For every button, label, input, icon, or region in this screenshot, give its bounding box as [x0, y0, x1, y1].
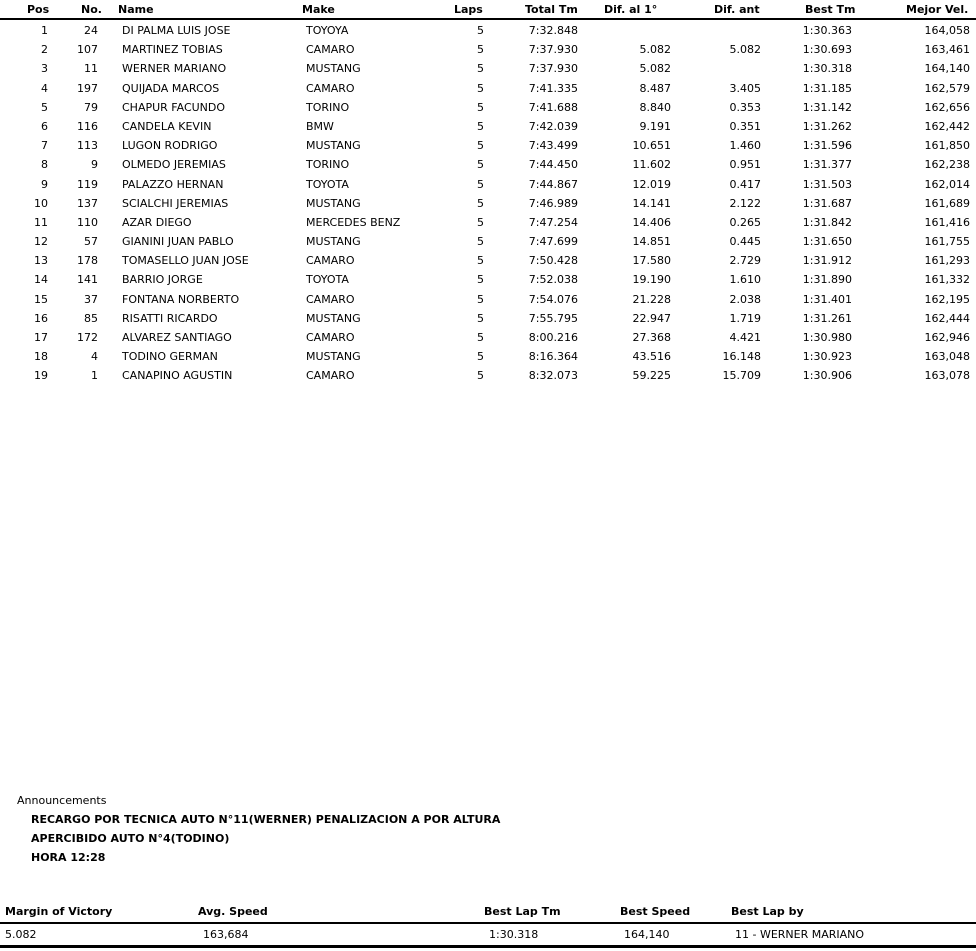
row-driver-name: CANAPINO AGUSTIN	[122, 369, 233, 383]
summary-best-lap-by-value: 11 - WERNER MARIANO	[735, 928, 865, 941]
row-laps: 5	[477, 24, 484, 37]
table-row	[0, 290, 976, 309]
row-total-time: 7:44.450	[528, 158, 578, 172]
row-diff-previous: 0.445	[729, 235, 761, 249]
row-best-speed: 161,689	[924, 196, 970, 210]
row-best-time: 1:31.185	[802, 81, 852, 95]
table-row	[0, 347, 976, 366]
row-pos: 1	[41, 24, 48, 37]
row-car-number: 116	[77, 119, 98, 133]
row-best-speed: 161,850	[924, 139, 970, 153]
row-car-number: 141	[77, 273, 98, 287]
row-best-time: 1:31.503	[802, 177, 852, 191]
table-row	[0, 194, 976, 213]
row-total-time: 7:47.699	[528, 235, 578, 249]
row-driver-name: SCIALCHI JEREMIAS	[122, 196, 229, 210]
row-laps: 5	[477, 254, 484, 268]
header-pos: Pos	[27, 3, 50, 16]
row-best-speed: 164,140	[924, 62, 970, 76]
row-diff-first: 5.082	[639, 43, 671, 57]
row-diff-previous: 1.610	[729, 273, 761, 287]
row-total-time: 7:37.930	[528, 43, 578, 57]
row-car-number: 11	[84, 62, 98, 76]
announcement-line: RECARGO POR TECNICA AUTO N°11(WERNER) PENALIZACION A POR ALTURA	[31, 813, 501, 826]
row-driver-name: GIANINI JUAN PABLO	[122, 235, 234, 249]
row-make: CAMARO	[306, 43, 355, 57]
row-best-speed: 162,442	[924, 119, 970, 133]
header-make: Make	[302, 3, 335, 16]
row-make: TOYOYA	[306, 24, 349, 37]
row-best-time: 1:31.687	[802, 196, 852, 210]
row-diff-first: 14.141	[632, 196, 671, 210]
row-best-speed: 163,078	[924, 369, 970, 383]
row-make: BMW	[306, 119, 334, 133]
row-total-time: 7:43.499	[528, 139, 578, 153]
header-laps: Laps	[454, 3, 483, 16]
row-laps: 5	[477, 119, 484, 133]
table-row	[0, 155, 976, 174]
row-best-speed: 161,416	[924, 215, 970, 229]
row-diff-first: 27.368	[632, 331, 671, 344]
header-no: No.	[81, 3, 102, 16]
row-best-time: 1:31.142	[802, 100, 852, 114]
row-diff-previous: 1.460	[729, 139, 761, 153]
table-row	[0, 136, 976, 155]
row-make: TORINO	[306, 100, 350, 114]
row-driver-name: TODINO GERMAN	[122, 350, 218, 364]
row-pos: 11	[34, 215, 48, 229]
row-best-time: 1:31.842	[802, 215, 852, 229]
table-row	[0, 98, 976, 117]
row-best-speed: 161,755	[924, 235, 970, 249]
table-row	[0, 309, 976, 328]
announcement-line: APERCIBIDO AUTO N°4(TODINO)	[31, 832, 230, 845]
table-row	[0, 366, 976, 385]
row-diff-previous: 0.417	[729, 177, 761, 191]
row-driver-name: OLMEDO JEREMIAS	[122, 158, 226, 172]
row-best-speed: 162,014	[924, 177, 970, 191]
row-make: TORINO	[306, 158, 350, 172]
row-driver-name: QUIJADA MARCOS	[122, 81, 220, 95]
table-row	[0, 79, 976, 98]
row-make: CAMARO	[306, 254, 355, 268]
row-best-speed: 163,048	[924, 350, 970, 364]
row-laps: 5	[477, 292, 484, 306]
row-best-time: 1:31.912	[802, 254, 852, 268]
row-diff-first: 21.228	[632, 292, 671, 306]
row-total-time: 7:41.688	[528, 100, 578, 114]
row-diff-previous: 0.265	[729, 215, 761, 229]
row-pos: 16	[34, 311, 48, 325]
row-diff-first: 5.082	[639, 62, 671, 76]
summary-avg-speed-value: 163,684	[203, 928, 249, 941]
row-laps: 5	[477, 43, 484, 57]
row-car-number: 79	[84, 100, 98, 114]
row-laps: 5	[477, 331, 484, 344]
row-total-time: 7:44.867	[528, 177, 578, 191]
table-row	[0, 175, 976, 194]
row-make: MUSTANG	[306, 350, 361, 364]
table-row	[0, 21, 976, 40]
row-car-number: 1	[91, 369, 98, 383]
row-diff-first: 19.190	[632, 273, 671, 287]
row-car-number: 119	[77, 177, 98, 191]
row-total-time: 8:00.216	[528, 331, 578, 344]
row-diff-previous: 0.353	[729, 100, 761, 114]
header-diff-first: Dif. al 1°	[604, 3, 658, 16]
row-best-speed: 162,238	[924, 158, 970, 172]
row-diff-previous: 4.421	[729, 331, 761, 344]
row-laps: 5	[477, 235, 484, 249]
row-pos: 3	[41, 62, 48, 76]
row-driver-name: BARRIO JORGE	[122, 273, 203, 287]
summary-header	[0, 903, 976, 924]
row-total-time: 7:54.076	[528, 292, 578, 306]
row-best-time: 1:31.596	[802, 139, 852, 153]
row-pos: 2	[41, 43, 48, 57]
row-laps: 5	[477, 273, 484, 287]
row-car-number: 57	[84, 235, 98, 249]
row-best-time: 1:30.693	[802, 43, 852, 57]
results-table-body	[0, 21, 976, 386]
row-best-speed: 161,293	[924, 254, 970, 268]
row-diff-first: 59.225	[632, 369, 671, 383]
row-total-time: 7:47.254	[528, 215, 578, 229]
row-laps: 5	[477, 139, 484, 153]
row-diff-previous: 5.082	[729, 43, 761, 57]
summary-best-speed-value: 164,140	[624, 928, 670, 941]
row-total-time: 7:41.335	[528, 81, 578, 95]
summary-header-best-lap-by: Best Lap by	[731, 905, 804, 918]
announcements-title: Announcements	[17, 794, 107, 807]
row-make: MUSTANG	[306, 139, 361, 153]
row-diff-previous: 3.405	[729, 81, 761, 95]
header-total-time: Total Tm	[525, 3, 578, 16]
row-total-time: 7:37.930	[528, 62, 578, 76]
row-pos: 13	[34, 254, 48, 268]
row-driver-name: CHAPUR FACUNDO	[122, 100, 226, 114]
row-diff-first: 17.580	[632, 254, 671, 268]
table-row	[0, 270, 976, 289]
row-diff-first: 14.851	[632, 235, 671, 249]
table-row	[0, 40, 976, 59]
row-diff-first: 10.651	[632, 139, 671, 153]
row-pos: 9	[41, 177, 48, 191]
row-driver-name: TOMASELLO JUAN JOSE	[122, 254, 249, 268]
row-laps: 5	[477, 81, 484, 95]
row-pos: 12	[34, 235, 48, 249]
row-car-number: 37	[84, 292, 98, 306]
row-laps: 5	[477, 100, 484, 114]
row-pos: 7	[41, 139, 48, 153]
row-total-time: 7:50.428	[528, 254, 578, 268]
row-laps: 5	[477, 369, 484, 383]
row-best-speed: 164,058	[924, 24, 970, 37]
row-diff-previous: 15.709	[722, 369, 761, 383]
row-driver-name: LUGON RODRIGO	[122, 139, 218, 153]
row-laps: 5	[477, 158, 484, 172]
row-laps: 5	[477, 62, 484, 76]
row-total-time: 7:52.038	[528, 273, 578, 287]
row-pos: 15	[34, 292, 48, 306]
row-best-time: 1:30.318	[802, 62, 852, 76]
row-diff-first: 11.602	[632, 158, 671, 172]
row-best-speed: 163,461	[924, 43, 970, 57]
row-laps: 5	[477, 350, 484, 364]
row-best-time: 1:30.906	[802, 369, 852, 383]
table-row	[0, 232, 976, 251]
row-make: CAMARO	[306, 81, 355, 95]
row-make: MUSTANG	[306, 311, 361, 325]
row-make: CAMARO	[306, 292, 355, 306]
row-driver-name: FONTANA NORBERTO	[122, 292, 240, 306]
row-diff-previous: 0.951	[729, 158, 761, 172]
row-diff-first: 14.406	[632, 215, 671, 229]
row-pos: 8	[41, 158, 48, 172]
row-driver-name: DI PALMA LUIS JOSE	[122, 24, 231, 37]
row-best-time: 1:31.650	[802, 235, 852, 249]
row-total-time: 8:16.364	[528, 350, 578, 364]
row-driver-name: CANDELA KEVIN	[122, 119, 212, 133]
row-diff-first: 8.487	[639, 81, 671, 95]
row-diff-first: 22.947	[632, 311, 671, 325]
table-row	[0, 59, 976, 78]
row-diff-previous: 16.148	[722, 350, 761, 364]
row-diff-first: 9.191	[639, 119, 671, 133]
row-best-speed: 162,444	[924, 311, 970, 325]
row-pos: 18	[34, 350, 48, 364]
row-pos: 6	[41, 119, 48, 133]
row-make: TOYOTA	[306, 273, 349, 287]
row-diff-previous: 2.122	[729, 196, 761, 210]
table-row	[0, 117, 976, 136]
row-diff-first: 12.019	[632, 177, 671, 191]
row-total-time: 7:55.795	[528, 311, 578, 325]
row-car-number: 197	[77, 81, 98, 95]
row-make: MUSTANG	[306, 62, 361, 76]
row-laps: 5	[477, 215, 484, 229]
row-total-time: 8:32.073	[528, 369, 578, 383]
summary-header-best-speed: Best Speed	[620, 905, 691, 918]
row-total-time: 7:46.989	[528, 196, 578, 210]
row-pos: 10	[34, 196, 48, 210]
row-driver-name: WERNER MARIANO	[122, 62, 227, 76]
row-make: CAMARO	[306, 331, 355, 344]
row-diff-first: 8.840	[639, 100, 671, 114]
row-best-speed: 162,946	[924, 331, 970, 344]
table-row	[0, 328, 976, 347]
row-diff-previous: 2.729	[729, 254, 761, 268]
row-best-time: 1:31.890	[802, 273, 852, 287]
row-laps: 5	[477, 311, 484, 325]
row-best-time: 1:31.401	[802, 292, 852, 306]
row-car-number: 137	[77, 196, 98, 210]
row-pos: 5	[41, 100, 48, 114]
row-car-number: 85	[84, 311, 98, 325]
summary-header-best-lap: Best Lap Tm	[484, 905, 561, 918]
row-car-number: 24	[84, 24, 98, 37]
row-best-speed: 162,579	[924, 81, 970, 95]
row-diff-previous: 2.038	[729, 292, 761, 306]
row-car-number: 113	[77, 139, 98, 153]
row-driver-name: MARTINEZ TOBIAS	[122, 43, 223, 57]
row-car-number: 172	[77, 331, 98, 344]
header-diff-previous: Dif. ant	[714, 3, 760, 16]
row-pos: 4	[41, 81, 48, 95]
row-car-number: 9	[91, 158, 98, 172]
row-driver-name: ALVAREZ SANTIAGO	[122, 331, 232, 344]
summary-header-margin: Margin of Victory	[5, 905, 113, 918]
row-laps: 5	[477, 196, 484, 210]
row-driver-name: PALAZZO HERNAN	[122, 177, 224, 191]
row-diff-previous: 1.719	[729, 311, 761, 325]
row-make: CAMARO	[306, 369, 355, 383]
announcement-line: HORA 12:28	[31, 851, 106, 864]
header-best-time: Best Tm	[805, 3, 856, 16]
header-best-speed: Mejor Vel.	[906, 3, 969, 16]
row-laps: 5	[477, 177, 484, 191]
row-make: MUSTANG	[306, 196, 361, 210]
row-pos: 17	[34, 331, 48, 344]
summary-row	[0, 926, 976, 948]
row-total-time: 7:32.848	[528, 24, 578, 37]
row-driver-name: RISATTI RICARDO	[122, 311, 218, 325]
row-best-time: 1:31.261	[802, 311, 852, 325]
row-pos: 19	[34, 369, 48, 383]
row-best-speed: 162,656	[924, 100, 970, 114]
row-best-time: 1:31.262	[802, 119, 852, 133]
row-car-number: 4	[91, 350, 98, 364]
row-best-time: 1:31.377	[802, 158, 852, 172]
summary-best-lap-value: 1:30.318	[489, 928, 539, 941]
row-car-number: 107	[77, 43, 98, 57]
table-row	[0, 251, 976, 270]
summary-margin-value: 5.082	[5, 928, 37, 941]
results-table-header	[0, 0, 976, 20]
row-make: MERCEDES BENZ	[306, 215, 401, 229]
row-best-time: 1:30.363	[802, 24, 852, 37]
row-make: TOYOTA	[306, 177, 349, 191]
summary-header-avg-speed: Avg. Speed	[198, 905, 268, 918]
row-driver-name: AZAR DIEGO	[122, 215, 192, 229]
row-car-number: 178	[77, 254, 98, 268]
row-best-speed: 161,332	[924, 273, 970, 287]
row-pos: 14	[34, 273, 48, 287]
row-diff-first: 43.516	[632, 350, 671, 364]
table-row	[0, 213, 976, 232]
row-diff-previous: 0.351	[729, 119, 761, 133]
row-car-number: 110	[77, 215, 98, 229]
row-total-time: 7:42.039	[528, 119, 578, 133]
row-make: MUSTANG	[306, 235, 361, 249]
row-best-speed: 162,195	[924, 292, 970, 306]
header-name: Name	[118, 3, 154, 16]
row-best-time: 1:30.980	[802, 331, 852, 344]
row-best-time: 1:30.923	[802, 350, 852, 364]
